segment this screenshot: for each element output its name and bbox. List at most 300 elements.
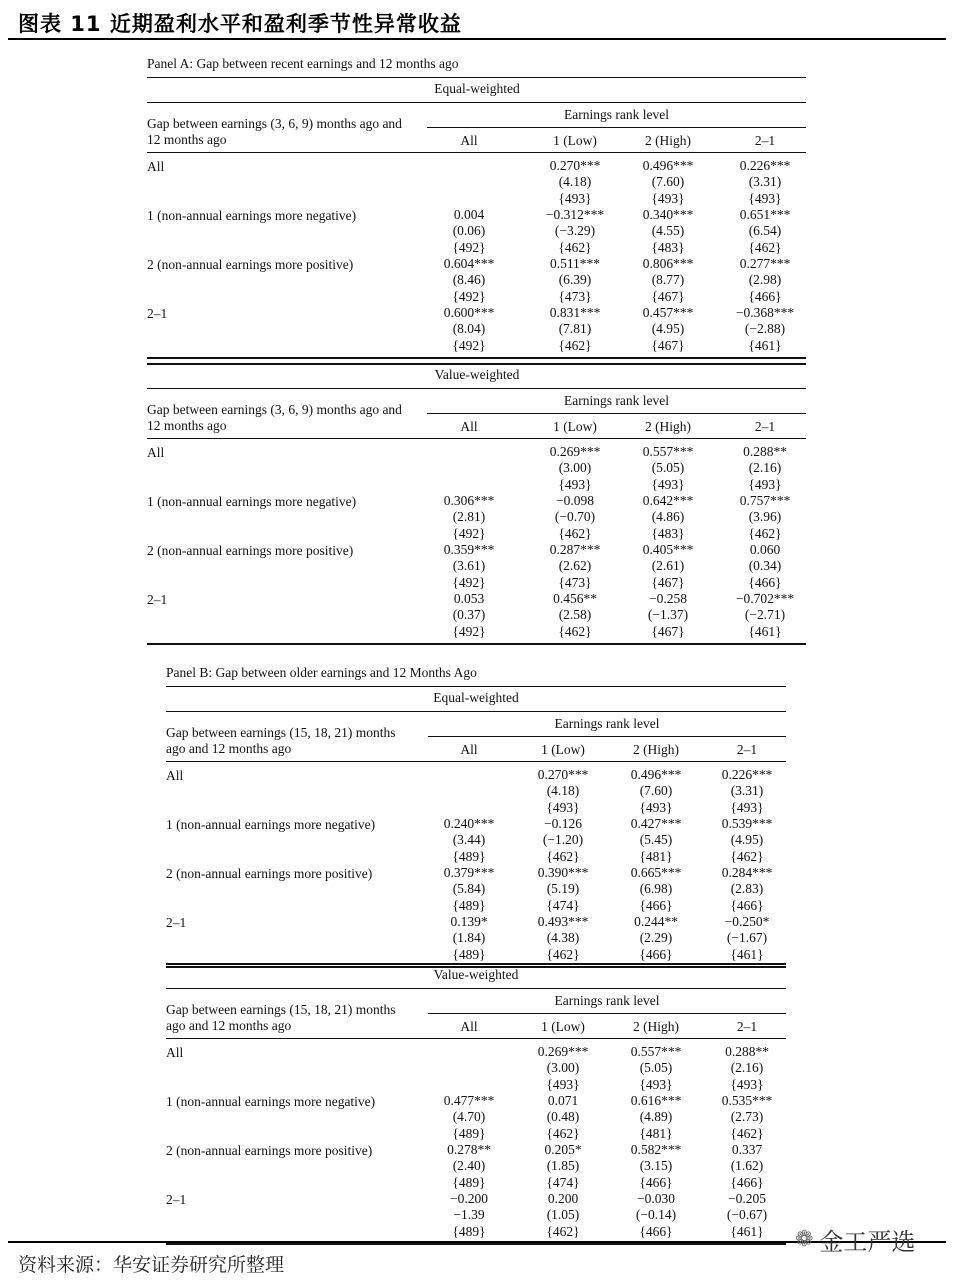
- table-cell: [424, 865, 514, 914]
- cell-obs-count: {492}: [452, 623, 486, 639]
- cell-t-stat: (4.89): [639, 1109, 673, 1125]
- column-header-all: All: [460, 742, 478, 757]
- cell-estimate: 0.379***: [443, 865, 495, 880]
- table-cell: [424, 1044, 514, 1093]
- cell-t-stat: [424, 783, 514, 799]
- cell-estimate: −0.205: [728, 1191, 766, 1206]
- cell-estimate: 0.270***: [549, 158, 601, 173]
- table-cell: [424, 444, 514, 493]
- table-cell: [702, 767, 792, 816]
- cell-obs-count: {466}: [639, 1174, 673, 1190]
- column-header-high: 2 (High): [632, 742, 680, 757]
- cell-obs-count: {489}: [452, 848, 486, 864]
- rank-underline: [428, 736, 786, 737]
- table-cell: [720, 444, 810, 493]
- cell-obs-count: [424, 1077, 514, 1093]
- row-label: All: [166, 768, 184, 783]
- cell-t-stat: (4.86): [651, 509, 685, 525]
- cell-estimate: −0.030: [637, 1191, 675, 1206]
- cell-obs-count: {467}: [651, 623, 685, 639]
- cell-obs-count: {474}: [546, 1174, 580, 1190]
- table-cell: [530, 158, 620, 207]
- table-cell: [611, 914, 701, 963]
- cell-obs-count: {473}: [558, 574, 592, 590]
- cell-estimate: 0.496***: [642, 158, 694, 173]
- table-cell: [424, 542, 514, 591]
- table-cell: [623, 256, 713, 305]
- header-underline: [166, 761, 786, 762]
- cell-estimate: 0.496***: [630, 767, 682, 782]
- cell-t-stat: (−1.20): [542, 832, 584, 848]
- cell-estimate: 0.427***: [630, 816, 682, 831]
- cell-estimate: 0.287***: [549, 542, 601, 557]
- section-top-rule: [147, 77, 806, 78]
- row-label: All: [147, 445, 165, 460]
- cell-estimate: 0.642***: [642, 493, 694, 508]
- table-cell: [611, 1044, 701, 1093]
- cell-obs-count: {466}: [730, 1174, 764, 1190]
- cell-t-stat: (3.96): [748, 509, 782, 525]
- cell-estimate: 0.269***: [537, 1044, 589, 1059]
- cell-t-stat: (−3.29): [554, 223, 596, 239]
- table-cell: [530, 493, 620, 542]
- cell-estimate: 0.226***: [721, 767, 773, 782]
- cell-obs-count: {462}: [546, 946, 580, 962]
- panel-label: Panel A: Gap between recent earnings and 12 months ago: [147, 56, 459, 71]
- rank-title: Earnings rank level: [554, 716, 660, 731]
- cell-obs-count: [424, 800, 514, 816]
- title-underline: [166, 988, 786, 989]
- cell-estimate: 0.493***: [537, 914, 589, 929]
- cell-t-stat: (4.95): [730, 832, 764, 848]
- cell-estimate: −0.312***: [545, 207, 605, 222]
- cell-obs-count: {467}: [651, 337, 685, 353]
- cell-obs-count: {462}: [748, 525, 782, 541]
- table-cell: [518, 914, 608, 963]
- table-cell: [611, 816, 701, 865]
- cell-estimate: 0.004: [453, 207, 485, 222]
- panel-label: Panel B: Gap between older earnings and 12 Months Ago: [166, 665, 477, 680]
- row-label: 2–1: [166, 915, 187, 930]
- cell-estimate: 0.270***: [537, 767, 589, 782]
- cell-obs-count: {462}: [546, 848, 580, 864]
- table-cell: [424, 914, 514, 963]
- cell-estimate: −0.702***: [735, 591, 795, 606]
- table-cell: [720, 256, 810, 305]
- cell-t-stat: (2.62): [558, 558, 592, 574]
- cell-t-stat: (−1.37): [647, 607, 689, 623]
- table-cell: [702, 1044, 792, 1093]
- table-cell: [530, 305, 620, 354]
- cell-t-stat: (0.06): [452, 223, 486, 239]
- cell-t-stat: (2.98): [748, 272, 782, 288]
- table-cell: [424, 1093, 514, 1142]
- cell-t-stat: (2.58): [558, 607, 592, 623]
- cell-t-stat: (7.60): [639, 783, 673, 799]
- cell-t-stat: (−2.88): [744, 321, 786, 337]
- table-cell: [611, 767, 701, 816]
- column-header-low: 1 (Low): [541, 1019, 585, 1034]
- cell-obs-count: {493}: [748, 476, 782, 492]
- cell-estimate: 0.616***: [630, 1093, 682, 1108]
- cell-obs-count: {493}: [651, 476, 685, 492]
- title-underline: [147, 102, 806, 103]
- cell-obs-count: {462}: [546, 1125, 580, 1141]
- section-top-rule: [166, 963, 786, 965]
- table-cell: [518, 1142, 608, 1191]
- cell-estimate: 0.071: [547, 1093, 579, 1108]
- cell-t-stat: (3.31): [730, 783, 764, 799]
- cell-obs-count: {466}: [639, 946, 673, 962]
- cell-obs-count: {493}: [730, 799, 764, 815]
- cell-t-stat: (2.83): [730, 881, 764, 897]
- cell-estimate: 0.600***: [443, 305, 495, 320]
- cell-estimate: −0.098: [556, 493, 594, 508]
- column-header-all: All: [460, 419, 478, 434]
- cell-t-stat: [424, 174, 514, 190]
- rank-title: Earnings rank level: [564, 107, 669, 122]
- table-cell: [720, 493, 810, 542]
- cell-estimate: 0.651***: [739, 207, 791, 222]
- row-label: 1 (non-annual earnings more negative): [147, 208, 357, 223]
- cell-t-stat: (3.44): [452, 832, 486, 848]
- table-cell: [702, 1093, 792, 1142]
- cell-estimate: 0.053: [453, 591, 485, 606]
- cell-estimate: [424, 1044, 514, 1060]
- cell-obs-count: {492}: [452, 525, 486, 541]
- figure-title: 图表 11 近期盈利水平和盈利季节性异常收益: [18, 12, 462, 36]
- table-cell: [424, 493, 514, 542]
- cell-t-stat: (4.55): [651, 223, 685, 239]
- table-cell: [623, 542, 713, 591]
- cell-estimate: [424, 158, 514, 174]
- row-label: 1 (non-annual earnings more negative): [166, 817, 376, 832]
- source-note: 资料来源：华安证券研究所整理: [18, 1254, 285, 1276]
- row-label: All: [147, 159, 165, 174]
- column-header-high: 2 (High): [644, 133, 692, 148]
- cell-t-stat: (3.00): [558, 460, 592, 476]
- cell-t-stat: (1.85): [546, 1158, 580, 1174]
- cell-estimate: 0.757***: [739, 493, 791, 508]
- watermark-text: 金工严选: [819, 1228, 916, 1256]
- cell-t-stat: (1.05): [546, 1207, 580, 1223]
- cell-estimate: −0.126: [544, 816, 582, 831]
- cell-t-stat: (4.18): [546, 783, 580, 799]
- cell-obs-count: {462}: [730, 1125, 764, 1141]
- rank-title: Earnings rank level: [564, 393, 669, 408]
- cell-t-stat: (5.45): [639, 832, 673, 848]
- row-label: 2 (non-annual earnings more positive): [166, 1143, 373, 1158]
- cell-estimate: 0.539***: [721, 816, 773, 831]
- column-header-low: 1 (Low): [553, 419, 597, 434]
- cell-estimate: 0.557***: [630, 1044, 682, 1059]
- cell-obs-count: {489}: [452, 1125, 486, 1141]
- header-underline: [166, 1038, 786, 1039]
- cell-obs-count: {461}: [730, 946, 764, 962]
- table-cell: [720, 542, 810, 591]
- cell-obs-count: {462}: [730, 848, 764, 864]
- section-bottom-rule: [147, 357, 806, 359]
- table-cell: [623, 305, 713, 354]
- cell-t-stat: (2.16): [748, 460, 782, 476]
- cell-obs-count: {493}: [730, 1076, 764, 1092]
- table-cell: [702, 914, 792, 963]
- cell-estimate: −0.250*: [724, 914, 770, 929]
- cell-estimate: 0.511***: [549, 256, 601, 271]
- cell-obs-count: {467}: [651, 288, 685, 304]
- cell-obs-count: {462}: [558, 623, 592, 639]
- cell-obs-count: {483}: [651, 239, 685, 255]
- table-cell: [702, 865, 792, 914]
- cell-obs-count: {461}: [730, 1223, 764, 1239]
- cell-obs-count: [424, 191, 514, 207]
- column-header-low: 1 (Low): [541, 742, 585, 757]
- table-cell: [424, 158, 514, 207]
- section-title: Equal-weighted: [433, 690, 519, 705]
- cell-obs-count: {493}: [546, 799, 580, 815]
- table-cell: [518, 767, 608, 816]
- cell-obs-count: {493}: [639, 799, 673, 815]
- cell-obs-count: {461}: [748, 337, 782, 353]
- cell-estimate: 0.244**: [634, 914, 678, 929]
- table-cell: [623, 493, 713, 542]
- table-cell: [530, 591, 620, 640]
- watermark: [795, 1222, 915, 1257]
- cell-t-stat: (5.19): [546, 881, 580, 897]
- cell-t-stat: (7.81): [558, 321, 592, 337]
- row-label: 2 (non-annual earnings more positive): [147, 543, 354, 558]
- table-cell: [623, 591, 713, 640]
- cell-obs-count: {493}: [558, 190, 592, 206]
- cell-t-stat: (4.70): [452, 1109, 486, 1125]
- cell-t-stat: (2.73): [730, 1109, 764, 1125]
- table-cell: [702, 1142, 792, 1191]
- cell-obs-count: {481}: [639, 848, 673, 864]
- cell-obs-count: {493}: [558, 476, 592, 492]
- cell-obs-count: {483}: [651, 525, 685, 541]
- table-cell: [518, 816, 608, 865]
- cell-obs-count: {462}: [546, 1223, 580, 1239]
- cell-obs-count: [424, 477, 514, 493]
- table-cell: [424, 1142, 514, 1191]
- table-cell: [720, 591, 810, 640]
- title-underline: [147, 388, 806, 389]
- cell-obs-count: {493}: [546, 1076, 580, 1092]
- cell-t-stat: (−1.67): [726, 930, 768, 946]
- cell-estimate: 0.288**: [743, 444, 787, 459]
- table-cell: [518, 1093, 608, 1142]
- cell-t-stat: (0.48): [546, 1109, 580, 1125]
- cell-obs-count: {474}: [546, 897, 580, 913]
- row-label: 2–1: [147, 592, 168, 607]
- cell-estimate: 0.060: [749, 542, 781, 557]
- table-cell: [611, 1191, 701, 1240]
- table-cell: [720, 158, 810, 207]
- cell-estimate: 0.557***: [642, 444, 694, 459]
- stub-header: Gap between earnings (3, 6, 9) months ago and 12 months ago: [147, 402, 402, 433]
- cell-estimate: 0.456**: [553, 591, 597, 606]
- cell-estimate: 0.831***: [549, 305, 601, 320]
- cell-t-stat: (2.61): [651, 558, 685, 574]
- cell-obs-count: {489}: [452, 1174, 486, 1190]
- cell-t-stat: (6.98): [639, 881, 673, 897]
- cell-t-stat: −1.39: [453, 1207, 485, 1223]
- column-header-diff: 2–1: [736, 1019, 758, 1034]
- cell-t-stat: (8.77): [651, 272, 685, 288]
- cell-estimate: −0.258: [649, 591, 687, 606]
- cell-obs-count: {462}: [558, 239, 592, 255]
- column-header-all: All: [460, 1019, 478, 1034]
- table-cell: [611, 1142, 701, 1191]
- cell-estimate: 0.390***: [537, 865, 589, 880]
- table-cell: [518, 1044, 608, 1093]
- cell-obs-count: {473}: [558, 288, 592, 304]
- cell-t-stat: (3.31): [748, 174, 782, 190]
- table-cell: [623, 207, 713, 256]
- stub-header: Gap between earnings (15, 18, 21) months ago and 12 months ago: [166, 1002, 396, 1033]
- cell-obs-count: {462}: [748, 239, 782, 255]
- cell-estimate: 0.277***: [739, 256, 791, 271]
- section-bottom-rule: [166, 1243, 786, 1245]
- column-header-diff: 2–1: [736, 742, 758, 757]
- row-label: 2 (non-annual earnings more positive): [147, 257, 354, 272]
- cell-estimate: 0.340***: [642, 207, 694, 222]
- cell-t-stat: (4.18): [558, 174, 592, 190]
- cell-t-stat: (5.84): [452, 881, 486, 897]
- cell-obs-count: {462}: [558, 525, 592, 541]
- cell-t-stat: (7.60): [651, 174, 685, 190]
- cell-estimate: 0.205*: [544, 1142, 582, 1157]
- cell-t-stat: (8.46): [452, 272, 486, 288]
- table-cell: [611, 1093, 701, 1142]
- cell-t-stat: (4.38): [546, 930, 580, 946]
- cell-estimate: 0.269***: [549, 444, 601, 459]
- table-cell: [530, 207, 620, 256]
- cell-t-stat: (6.54): [748, 223, 782, 239]
- cell-obs-count: {492}: [452, 574, 486, 590]
- cell-t-stat: (5.05): [651, 460, 685, 476]
- section-top-rule: [147, 363, 806, 365]
- cell-t-stat: (3.15): [639, 1158, 673, 1174]
- cell-estimate: [424, 767, 514, 783]
- table-cell: [530, 256, 620, 305]
- cell-t-stat: [424, 460, 514, 476]
- cell-t-stat: [424, 1060, 514, 1076]
- cell-estimate: 0.139*: [450, 914, 488, 929]
- cell-estimate: −0.368***: [735, 305, 795, 320]
- cell-estimate: 0.337: [731, 1142, 763, 1157]
- cell-t-stat: (2.40): [452, 1158, 486, 1174]
- cell-estimate: 0.665***: [630, 865, 682, 880]
- title-rule: [8, 38, 946, 40]
- cell-t-stat: (5.05): [639, 1060, 673, 1076]
- cell-estimate: 0.806***: [642, 256, 694, 271]
- cell-estimate: 0.288**: [725, 1044, 769, 1059]
- cell-estimate: 0.535***: [721, 1093, 773, 1108]
- cell-obs-count: {466}: [730, 897, 764, 913]
- column-header-diff: 2–1: [754, 133, 776, 148]
- table-cell: [530, 542, 620, 591]
- cell-estimate: 0.240***: [443, 816, 495, 831]
- cell-obs-count: {489}: [452, 897, 486, 913]
- cell-estimate: 0.226***: [739, 158, 791, 173]
- column-header-all: All: [460, 133, 478, 148]
- cell-obs-count: {466}: [639, 1223, 673, 1239]
- cell-obs-count: {467}: [651, 574, 685, 590]
- section-title: Value-weighted: [433, 967, 519, 982]
- table-cell: [518, 865, 608, 914]
- cell-t-stat: (3.00): [546, 1060, 580, 1076]
- table-cell: [518, 1191, 608, 1240]
- cell-obs-count: {492}: [452, 239, 486, 255]
- cell-t-stat: (6.39): [558, 272, 592, 288]
- chat-bubble-icon: ❁: [795, 1227, 814, 1252]
- cell-estimate: 0.477***: [443, 1093, 495, 1108]
- cell-t-stat: (1.84): [452, 930, 486, 946]
- section-title: Equal-weighted: [434, 81, 520, 96]
- cell-obs-count: {492}: [452, 288, 486, 304]
- column-header-high: 2 (High): [632, 1019, 680, 1034]
- table-cell: [611, 865, 701, 914]
- cell-estimate: 0.405***: [642, 542, 694, 557]
- cell-obs-count: {466}: [639, 897, 673, 913]
- cell-t-stat: (3.61): [452, 558, 486, 574]
- table-cell: [424, 305, 514, 354]
- row-label: 2–1: [166, 1192, 187, 1207]
- table-cell: [720, 305, 810, 354]
- cell-estimate: 0.582***: [630, 1142, 682, 1157]
- table-cell: [424, 1191, 514, 1240]
- stub-header: Gap between earnings (3, 6, 9) months ago and 12 months ago: [147, 116, 402, 147]
- row-label: 1 (non-annual earnings more negative): [147, 494, 357, 509]
- title-underline: [166, 711, 786, 712]
- cell-t-stat: (−0.70): [554, 509, 596, 525]
- row-label: All: [166, 1045, 184, 1060]
- column-header-diff: 2–1: [754, 419, 776, 434]
- cell-t-stat: (2.16): [730, 1060, 764, 1076]
- cell-estimate: 0.278**: [447, 1142, 491, 1157]
- cell-obs-count: {461}: [748, 623, 782, 639]
- cell-estimate: 0.457***: [642, 305, 694, 320]
- cell-estimate: 0.359***: [443, 542, 495, 557]
- rank-underline: [427, 413, 806, 414]
- cell-obs-count: {493}: [748, 190, 782, 206]
- cell-obs-count: {493}: [651, 190, 685, 206]
- cell-t-stat: (1.62): [730, 1158, 764, 1174]
- cell-obs-count: {493}: [639, 1076, 673, 1092]
- rank-underline: [427, 127, 806, 128]
- cell-t-stat: (−0.14): [635, 1207, 677, 1223]
- section-top-rule: [166, 686, 786, 687]
- cell-t-stat: (2.81): [452, 509, 486, 525]
- table-cell: [424, 207, 514, 256]
- cell-t-stat: (0.34): [748, 558, 782, 574]
- table-cell: [424, 816, 514, 865]
- row-label: 2 (non-annual earnings more positive): [166, 866, 373, 881]
- cell-estimate: −0.200: [450, 1191, 488, 1206]
- cell-estimate: 0.306***: [443, 493, 495, 508]
- table-cell: [623, 444, 713, 493]
- cell-obs-count: {466}: [748, 288, 782, 304]
- cell-estimate: 0.200: [547, 1191, 579, 1206]
- rank-title: Earnings rank level: [554, 993, 660, 1008]
- table-cell: [720, 207, 810, 256]
- cell-obs-count: {489}: [452, 1223, 486, 1239]
- cell-t-stat: (4.95): [651, 321, 685, 337]
- cell-estimate: 0.604***: [443, 256, 495, 271]
- column-header-low: 1 (Low): [553, 133, 597, 148]
- table-cell: [623, 158, 713, 207]
